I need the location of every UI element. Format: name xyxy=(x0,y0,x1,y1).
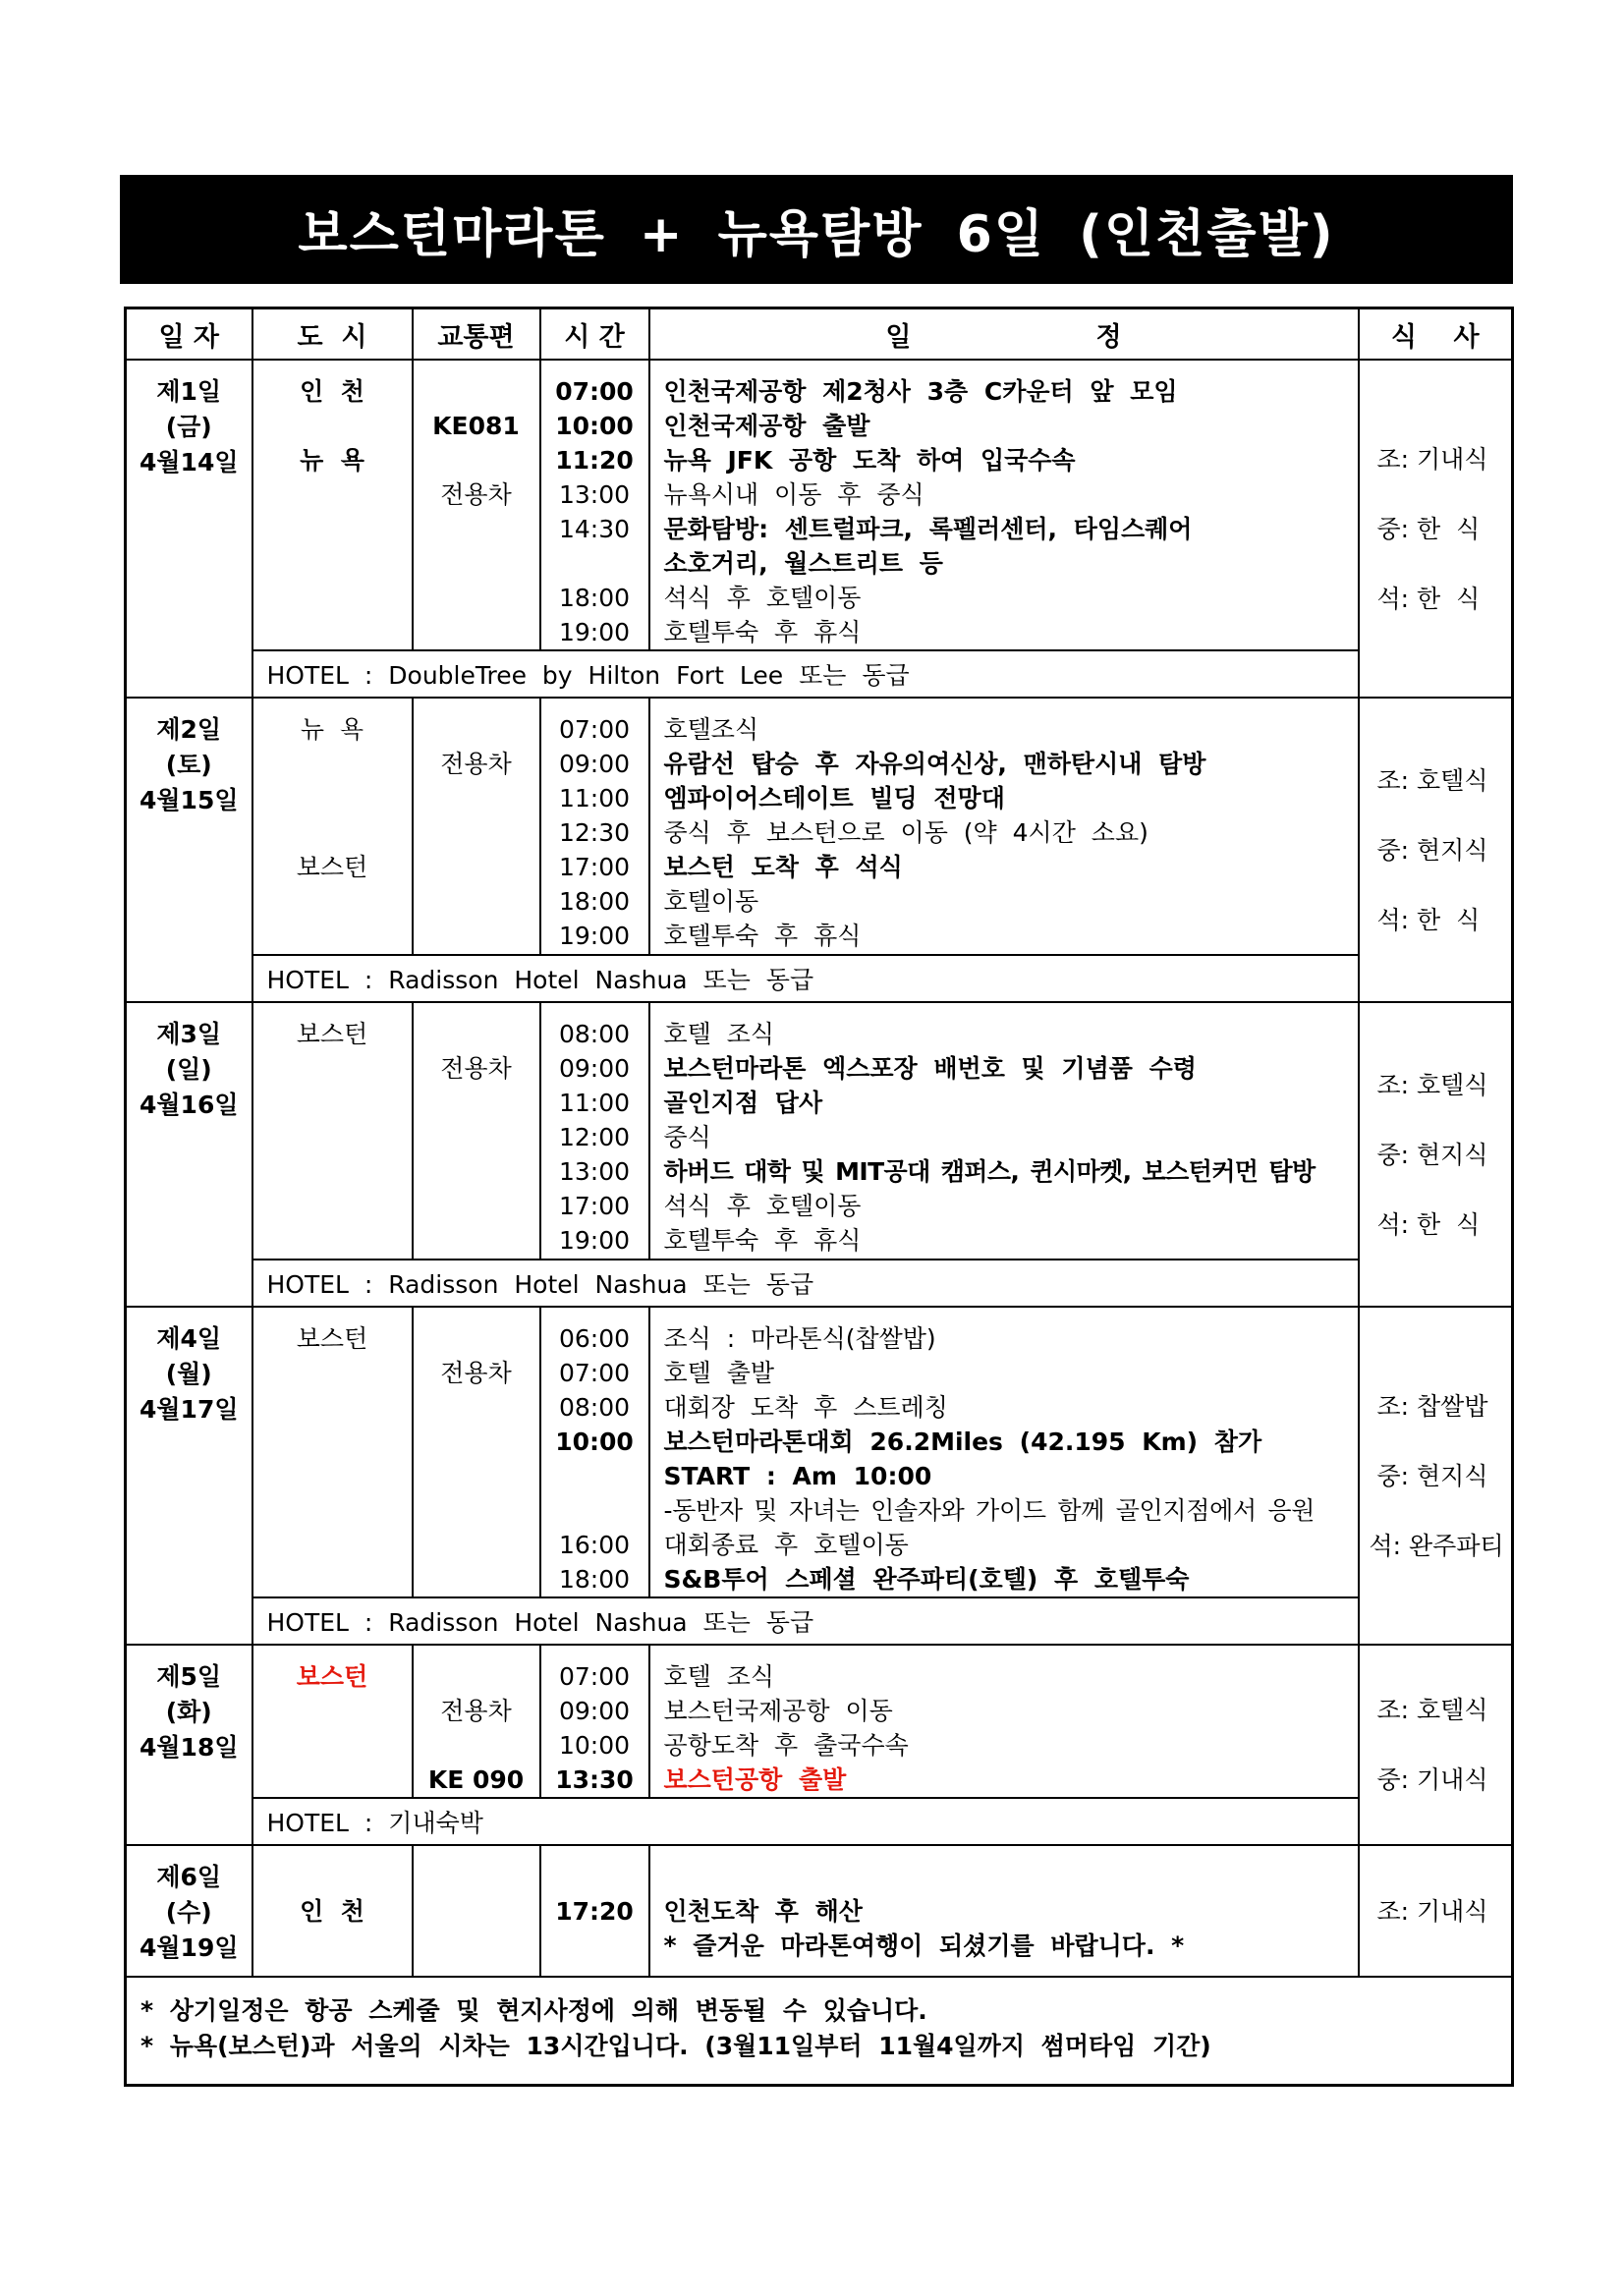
transport-cell xyxy=(413,698,540,955)
city-name xyxy=(253,747,412,781)
city-cell xyxy=(252,1002,413,1260)
day-date: 4월17일 xyxy=(140,1395,239,1424)
transport-cell xyxy=(413,1307,540,1597)
meal-cell xyxy=(1359,1645,1513,1845)
meal-item: 석: 한 식 xyxy=(1376,1209,1481,1239)
time-item: 09:00 xyxy=(558,1697,631,1725)
day-cell xyxy=(126,1307,252,1645)
hotel-info: HOTEL : Radisson Hotel Nashua 또는 동급 xyxy=(252,955,1359,1002)
time-item: 11:20 xyxy=(555,446,634,475)
transport-cell xyxy=(413,1002,540,1260)
city-name xyxy=(253,1860,412,1894)
time-cell xyxy=(540,698,649,955)
time-item: 09:00 xyxy=(558,750,631,778)
transport-item: 전용차 xyxy=(440,1054,512,1083)
transport-item xyxy=(414,443,539,477)
city-cell xyxy=(252,1307,413,1597)
meal-item: 조: 기내식 xyxy=(1376,1896,1488,1926)
itinerary-item: S&B투어 스페셜 완주파티(호텔) 후 호텔투숙 xyxy=(663,1565,1190,1594)
city-name xyxy=(253,815,412,850)
time-item: 07:00 xyxy=(558,1662,631,1691)
hotel-info: HOTEL : Radisson Hotel Nashua 또는 동급 xyxy=(252,1597,1359,1645)
itinerary-cell xyxy=(649,1845,1359,1977)
transport-item: 전용차 xyxy=(440,480,512,509)
transport-item xyxy=(414,1321,539,1356)
meal-item: 석: 완주파티 xyxy=(1369,1531,1504,1560)
transport-item xyxy=(414,1659,539,1694)
itinerary-item: 호텔투숙 후 휴식 xyxy=(663,1226,862,1255)
note-item: * 상기일정은 항공 스케줄 및 현지사정에 의해 변동될 수 있습니다. xyxy=(140,1996,927,2025)
itinerary-item: 중식 xyxy=(663,1123,711,1151)
itinerary-item: 호텔 조식 xyxy=(663,1020,775,1048)
hotel-info: HOTEL : DoubleTree by Hilton Fort Lee 또는 동급 xyxy=(252,650,1359,698)
itinerary-item: -동반자 및 자녀는 인솔자와 가이드 함께 골인지점에서 응원 xyxy=(663,1496,1316,1525)
header-row xyxy=(126,308,1513,361)
meal-item: 조: 호텔식 xyxy=(1376,1696,1488,1724)
time-item: 19:00 xyxy=(558,618,631,646)
hotel-row xyxy=(126,1260,1513,1307)
time-item: 12:00 xyxy=(558,1123,631,1151)
city-name: 보스턴 xyxy=(296,1662,368,1691)
itinerary-item: 대회종료 후 호텔이동 xyxy=(663,1531,909,1559)
itinerary-item: 공항도착 후 출국수속 xyxy=(663,1731,909,1760)
itinerary-item: 뉴욕시내 이동 후 중식 xyxy=(663,480,924,509)
time-item xyxy=(541,1860,648,1894)
itinerary-item: 소호거리, 월스트리트 등 xyxy=(663,549,943,578)
day-date: 4월15일 xyxy=(140,786,239,814)
transport-item xyxy=(414,1728,539,1763)
time-item xyxy=(541,1493,648,1528)
itinerary-item: 보스턴 도착 후 석식 xyxy=(663,853,903,881)
meal-item: 석: 한 식 xyxy=(1376,905,1481,934)
time-item: 07:00 xyxy=(555,377,634,406)
day-cell xyxy=(126,698,252,1002)
hotel-row xyxy=(126,955,1513,1002)
transport-cell xyxy=(413,360,540,650)
itinerary-item: 대회장 도착 후 스트레칭 xyxy=(663,1393,948,1422)
itinerary-item: 문화탐방: 센트럴파크, 록펠러센터, 타임스퀘어 xyxy=(663,515,1193,543)
day-row xyxy=(126,360,1513,650)
time-item: 13:30 xyxy=(555,1765,634,1794)
header-time: 시 간 xyxy=(540,308,649,361)
city-name: 보스턴 xyxy=(296,1020,368,1048)
time-cell xyxy=(540,1307,649,1597)
time-item: 18:00 xyxy=(558,584,631,612)
meal-item: 중: 현지식 xyxy=(1376,1461,1488,1490)
hotel-row xyxy=(126,1798,1513,1845)
notes-row xyxy=(126,1977,1513,2086)
itinerary-cell xyxy=(649,698,1359,955)
meal-item: 중: 현지식 xyxy=(1376,835,1488,865)
transport-item: KE081 xyxy=(432,412,520,440)
time-item: 13:00 xyxy=(558,480,631,509)
transport-item: KE 090 xyxy=(427,1765,525,1794)
transport-item xyxy=(414,374,539,409)
hotel-info: HOTEL : 기내숙박 xyxy=(252,1798,1359,1845)
hotel-row xyxy=(126,650,1513,698)
header-itinerary: 일 정 xyxy=(649,308,1359,361)
day-date: 4월14일 xyxy=(140,448,239,476)
time-item: 18:00 xyxy=(558,887,631,916)
time-item: 08:00 xyxy=(558,1020,631,1048)
itinerary-item: 석식 후 호텔이동 xyxy=(663,1192,862,1220)
meal-cell xyxy=(1359,360,1513,698)
itinerary-item: 중식 후 보스턴으로 이동 (약 4시간 소요) xyxy=(663,818,1148,847)
header-city: 도 시 xyxy=(252,308,413,361)
transport-item: 전용차 xyxy=(440,1697,512,1725)
itinerary-item: START : Am 10:00 xyxy=(663,1462,932,1490)
itinerary-item: 석식 후 호텔이동 xyxy=(663,584,862,612)
transport-item: 전용차 xyxy=(440,750,512,778)
itinerary-item: 호텔이동 xyxy=(663,887,759,916)
city-name xyxy=(253,781,412,815)
itinerary-item: 엠파이어스테이트 빌딩 전망대 xyxy=(663,784,1005,812)
itinerary-item: 인천도착 후 해산 xyxy=(663,1897,863,1926)
itinerary-item: 유람선 탑승 후 자유의여신상, 맨하탄시내 탐방 xyxy=(663,750,1206,778)
city-name xyxy=(253,409,412,443)
city-name: 뉴 욕 xyxy=(300,715,364,744)
time-item: 19:00 xyxy=(558,922,631,950)
city-cell xyxy=(252,360,413,650)
meal-cell xyxy=(1359,1307,1513,1645)
transport-item xyxy=(414,712,539,747)
itinerary-item: 호텔조식 xyxy=(663,715,759,744)
time-item: 17:00 xyxy=(558,1192,631,1220)
itinerary-cell xyxy=(649,1002,1359,1260)
meal-item: 중: 한 식 xyxy=(1376,514,1481,543)
day-number: 제2일 xyxy=(156,715,222,744)
day-number: 제6일 xyxy=(156,1863,222,1891)
meal-cell xyxy=(1359,1845,1513,1977)
day-row xyxy=(126,1645,1513,1798)
itinerary-item: 호텔 출발 xyxy=(663,1359,775,1387)
time-item: 07:00 xyxy=(558,1359,631,1387)
day-row xyxy=(126,1002,1513,1260)
meal-cell xyxy=(1359,698,1513,1002)
city-name: 인 천 xyxy=(300,1897,364,1926)
day-date: 4월18일 xyxy=(140,1733,239,1762)
day-weekday: (일) xyxy=(165,1055,212,1084)
day-row xyxy=(126,1845,1513,1977)
time-item: 10:00 xyxy=(555,412,634,440)
time-item: 19:00 xyxy=(558,1226,631,1255)
itinerary-cell xyxy=(649,360,1359,650)
itinerary-item: 호텔투숙 후 휴식 xyxy=(663,618,862,646)
day-number: 제5일 xyxy=(156,1662,222,1691)
itinerary-item: 인천국제공항 출발 xyxy=(663,412,870,440)
notes-cell xyxy=(126,1977,1513,2086)
city-cell xyxy=(252,1645,413,1798)
day-date: 4월19일 xyxy=(140,1933,239,1962)
time-item: 09:00 xyxy=(558,1054,631,1083)
transport-cell xyxy=(413,1845,540,1977)
itinerary-item: 인천국제공항 제2청사 3층 C카운터 앞 모임 xyxy=(663,377,1178,406)
time-item: 16:00 xyxy=(558,1531,631,1559)
itinerary-item: 조식 : 마라톤식(찹쌀밥) xyxy=(663,1324,936,1353)
city-name: 인 천 xyxy=(300,377,364,406)
time-item: 13:00 xyxy=(558,1157,631,1186)
time-item xyxy=(541,1459,648,1493)
time-item: 11:00 xyxy=(558,1089,631,1117)
itinerary-item: 하버드 대학 및 MIT공대 캠퍼스, 퀸시마켓, 보스턴커먼 탐방 xyxy=(663,1157,1316,1186)
itinerary-item: 보스턴마라톤대회 26.2Miles (42.195 Km) 참가 xyxy=(663,1428,1262,1456)
transport-cell xyxy=(413,1645,540,1798)
time-item: 06:00 xyxy=(558,1324,631,1353)
day-cell xyxy=(126,1002,252,1307)
day-number: 제1일 xyxy=(156,377,222,406)
day-row xyxy=(126,698,1513,955)
itinerary-item: 보스턴국제공항 이동 xyxy=(663,1697,893,1725)
itinerary-cell xyxy=(649,1645,1359,1798)
meal-cell xyxy=(1359,1002,1513,1307)
itinerary-item: 보스턴공항 출발 xyxy=(663,1765,847,1794)
hotel-row xyxy=(126,1597,1513,1645)
title-text: 보스턴마라톤 + 뉴욕탐방 6일 (인천출발) xyxy=(298,205,1335,264)
itinerary-item: 보스턴마라톤 엑스포장 배번호 및 기념품 수령 xyxy=(663,1054,1197,1083)
day-cell xyxy=(126,360,252,698)
city-cell xyxy=(252,1845,413,1977)
day-cell xyxy=(126,1645,252,1845)
day-row xyxy=(126,1307,1513,1597)
day-number: 제4일 xyxy=(156,1324,222,1353)
time-item: 12:30 xyxy=(558,818,631,847)
time-cell xyxy=(540,1002,649,1260)
meal-item: 조: 호텔식 xyxy=(1376,765,1488,795)
itinerary-item: 호텔 조식 xyxy=(663,1662,775,1691)
time-item: 10:00 xyxy=(555,1428,634,1456)
time-item: 18:00 xyxy=(558,1565,631,1594)
header-day: 일 자 xyxy=(126,308,252,361)
meal-item: 조: 기내식 xyxy=(1376,444,1488,474)
city-cell xyxy=(252,698,413,955)
time-cell xyxy=(540,1845,649,1977)
day-weekday: (수) xyxy=(165,1898,212,1927)
header-meal: 식 사 xyxy=(1359,308,1513,361)
time-item: 10:00 xyxy=(558,1731,631,1760)
time-cell xyxy=(540,360,649,650)
itinerary-item: * 즐거운 마라톤여행이 되셨기를 바랍니다. * xyxy=(663,1932,1185,1960)
note-item: * 뉴욕(보스턴)과 서울의 시차는 13시간입니다. (3월11일부터 11월4일까지 썸머타임 기간) xyxy=(140,2032,1211,2060)
city-name: 뉴 욕 xyxy=(300,446,364,475)
itinerary-item: 호텔투숙 후 휴식 xyxy=(663,922,862,950)
time-cell xyxy=(540,1645,649,1798)
itinerary-item: 골인지점 답사 xyxy=(663,1089,823,1117)
itinerary-item: 뉴욕 JFK 공항 도착 하여 입국수속 xyxy=(663,446,1076,475)
page-title xyxy=(120,175,1513,284)
meal-item: 석: 한 식 xyxy=(1376,584,1481,613)
schedule-table xyxy=(124,307,1514,2087)
itinerary-item xyxy=(664,1860,1358,1894)
time-item: 17:20 xyxy=(555,1897,634,1926)
transport-item: 전용차 xyxy=(440,1359,512,1387)
day-weekday: (월) xyxy=(165,1360,212,1388)
header-transport: 교통편 xyxy=(413,308,540,361)
itinerary-cell xyxy=(649,1307,1359,1597)
meal-item: 조: 호텔식 xyxy=(1376,1070,1488,1099)
meal-item: 중: 현지식 xyxy=(1376,1140,1488,1169)
time-item: 07:00 xyxy=(558,715,631,744)
time-item: 08:00 xyxy=(558,1393,631,1422)
day-date: 4월16일 xyxy=(140,1091,239,1119)
time-item xyxy=(541,546,648,581)
day-weekday: (토) xyxy=(165,751,212,779)
transport-item xyxy=(414,1017,539,1051)
day-number: 제3일 xyxy=(156,1020,222,1048)
day-weekday: (화) xyxy=(165,1698,212,1726)
day-cell xyxy=(126,1845,252,1977)
time-item: 14:30 xyxy=(558,515,631,543)
city-name: 보스턴 xyxy=(296,853,368,881)
time-item: 11:00 xyxy=(558,784,631,812)
hotel-info: HOTEL : Radisson Hotel Nashua 또는 동급 xyxy=(252,1260,1359,1307)
day-weekday: (금) xyxy=(165,413,212,441)
city-name: 보스턴 xyxy=(296,1324,368,1353)
time-item: 17:00 xyxy=(558,853,631,881)
meal-item: 조: 찹쌀밥 xyxy=(1376,1391,1488,1421)
meal-item: 중: 기내식 xyxy=(1376,1765,1488,1794)
